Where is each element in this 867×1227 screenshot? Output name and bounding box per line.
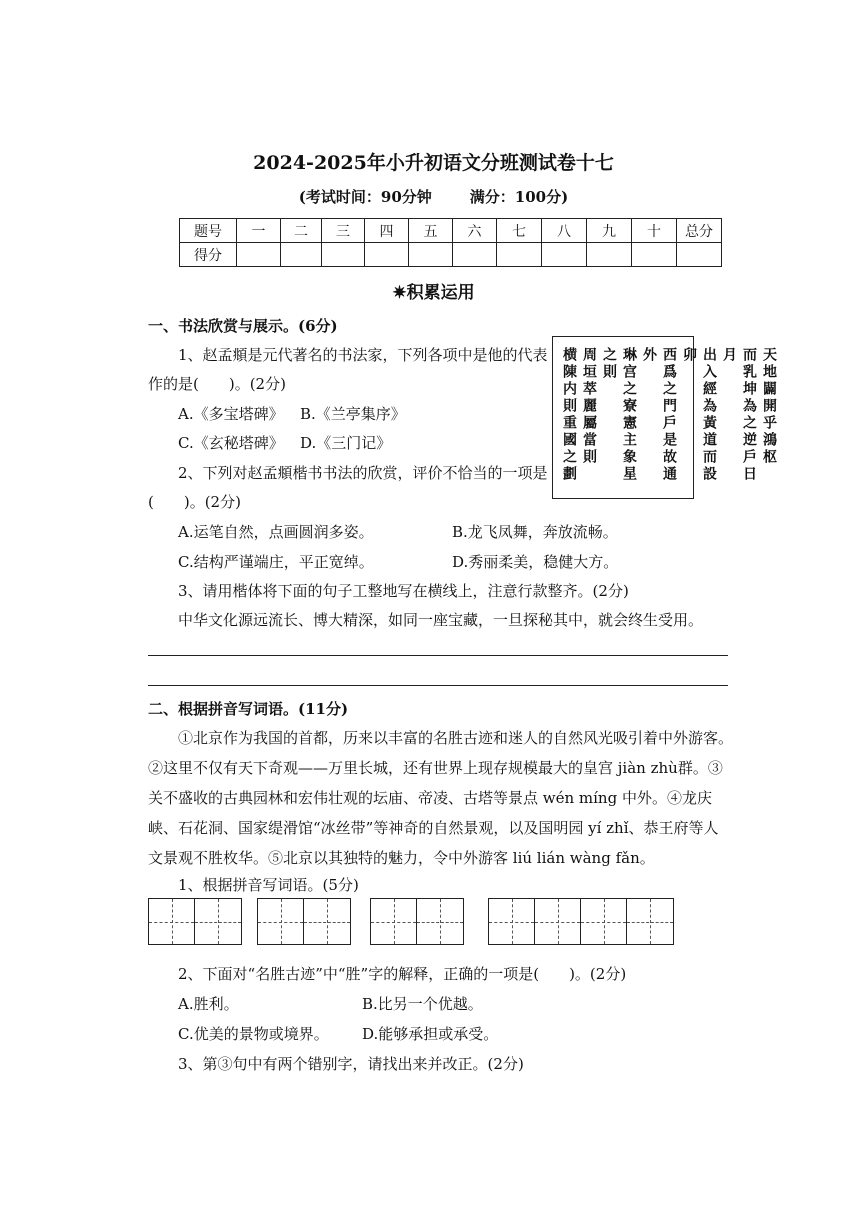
part1-q1-option-a: A.《多宝塔碑》 <box>178 405 284 423</box>
answer-box[interactable] <box>627 899 673 944</box>
part1-q1-option-b: B.《兰亭集序》 <box>300 405 406 423</box>
score-header-cell: 一 <box>237 219 281 243</box>
score-table-score-row <box>180 243 722 267</box>
part1-q2-line2: ( )。(2分) <box>148 493 241 511</box>
score-header-cell: 六 <box>453 219 497 243</box>
part1-q2-option-c: C.结构严谨端庄，平正宽绰。 <box>178 553 374 571</box>
score-cell <box>587 243 632 267</box>
part1-q1-option-c: C.《玄秘塔碑》 <box>178 434 284 452</box>
part2-q2-option-d: D.能够承担或承受。 <box>362 1025 499 1043</box>
calligraphy-image <box>552 336 777 499</box>
part1-q2-line1: 2、下列对赵孟頫楷书书法的欣赏，评价不恰当的一项是 <box>178 464 548 482</box>
part1-q2-option-a: A.运笔自然，点画圆润多姿。 <box>178 523 374 541</box>
score-table-header-row <box>180 219 722 243</box>
calligraphy-column: 出入經為黃道而設卯 <box>681 347 717 483</box>
pinyin-answer-grid[interactable] <box>370 898 464 945</box>
score-header-cell: 三 <box>322 219 365 243</box>
pinyin-answer-grid[interactable] <box>257 898 351 945</box>
score-table <box>179 218 722 267</box>
page-title: 2024-2025年小升初语文分班测试卷十七 <box>253 152 614 174</box>
score-header-cell: 总分 <box>677 219 722 243</box>
score-cell <box>237 243 281 267</box>
score-cell <box>322 243 365 267</box>
score-cell <box>409 243 453 267</box>
section-title: ✷积累运用 <box>392 283 475 303</box>
answer-box[interactable] <box>535 899 581 944</box>
part1-q1-line1: 1、赵孟頫是元代著名的书法家，下列各项中是他的代表 <box>178 346 548 364</box>
score-header-cell: 九 <box>587 219 632 243</box>
score-cell <box>632 243 677 267</box>
part1-q1-option-d: D.《三门记》 <box>300 434 392 452</box>
score-header-cell: 题号 <box>180 219 237 243</box>
score-header-cell: 七 <box>497 219 542 243</box>
part1-q3-sentence: 中华文化源远流长、博大精深，如同一座宝藏，一旦探秘其中，就会终生受用。 <box>178 611 704 629</box>
part2-q2-option-b: B.比另一个优越。 <box>362 995 483 1013</box>
writing-line[interactable] <box>148 655 728 656</box>
score-cell <box>542 243 587 267</box>
exam-time: (考试时间：90分钟 <box>298 188 432 206</box>
score-cell <box>365 243 409 267</box>
answer-box[interactable] <box>258 899 304 944</box>
part2-passage: ①北京作为我国的首都，历来以丰富的名胜古迹和迷人的自然风光吸引着中外游客。②这里不仅有天下奇观——万里长城，还有世界上现存规模最大的皇宫 jiàn zhù群。③关不盛收的古典园林和宏伟壮观的坛庙、帝凌、古塔等景点 wén míng 中外。④龙庆峡、石花洞、国家缇滑馆“冰丝带”等神奇的自然景观，以及国明园 yí zhǐ、恭王府等人文景观不胜枚华。⑤北京以其独特的魅力，令中外游客 liú lián wàng fǎn。 <box>148 729 734 867</box>
answer-box[interactable] <box>195 899 241 944</box>
part2-q1: 1、根据拼音写词语。(5分) <box>178 876 359 894</box>
calligraphy-column: 天地闢開乎鴻枢 <box>761 347 777 466</box>
score-cell <box>281 243 322 267</box>
pinyin-answer-grid[interactable] <box>148 898 242 945</box>
score-cell <box>497 243 542 267</box>
calligraphy-column: 横陳内則重國之劃 <box>561 347 577 483</box>
score-header-cell: 二 <box>281 219 322 243</box>
answer-box[interactable] <box>149 899 195 944</box>
score-header-cell: 八 <box>542 219 587 243</box>
answer-box[interactable] <box>489 899 535 944</box>
part2-q2: 2、下面对“名胜古迹”中“胜”字的解释，正确的一项是( )。(2分) <box>178 965 627 983</box>
answer-box[interactable] <box>581 899 627 944</box>
part2-q2-option-c: C.优美的景物或境界。 <box>178 1025 329 1043</box>
part1-q2-option-d: D.秀丽柔美，稳健大方。 <box>452 553 619 571</box>
calligraphy-column: 西爲之門戶是故通外 <box>641 347 677 483</box>
calligraphy-column: 而乳坤為之逆戶日月 <box>721 347 757 483</box>
part1-q3: 3、请用楷体将下面的句子工整地写在横线上，注意行款整齐。(2分) <box>178 582 629 600</box>
score-cell <box>677 243 722 267</box>
exam-full-score: 满分：100分) <box>469 188 569 206</box>
score-cell <box>453 243 497 267</box>
answer-box[interactable] <box>417 899 463 944</box>
part2-q2-option-a: A.胜利。 <box>178 995 239 1013</box>
answer-box[interactable] <box>371 899 417 944</box>
part1-q1-line2: 作的是( )。(2分) <box>148 375 286 393</box>
calligraphy-column: 周垣萃麗屬當則 <box>581 347 597 466</box>
part1-q2-option-b: B.龙飞凤舞，奔放流畅。 <box>452 523 618 541</box>
score-row-label: 得分 <box>180 243 237 267</box>
answer-box[interactable] <box>304 899 350 944</box>
part2-q3: 3、第③句中有两个错别字，请找出来并改正。(2分) <box>178 1055 524 1073</box>
pinyin-answer-grid[interactable] <box>488 898 674 945</box>
part2-heading: 二、根据拼音写词语。(11分) <box>148 700 349 718</box>
writing-line[interactable] <box>148 685 728 686</box>
calligraphy-column: 琳宫之寮憲主象星之則 <box>601 347 637 483</box>
score-header-cell: 十 <box>632 219 677 243</box>
exam-info <box>0 186 867 207</box>
part1-heading: 一、书法欣赏与展示。(6分) <box>148 317 338 335</box>
score-header-cell: 四 <box>365 219 409 243</box>
score-header-cell: 五 <box>409 219 453 243</box>
